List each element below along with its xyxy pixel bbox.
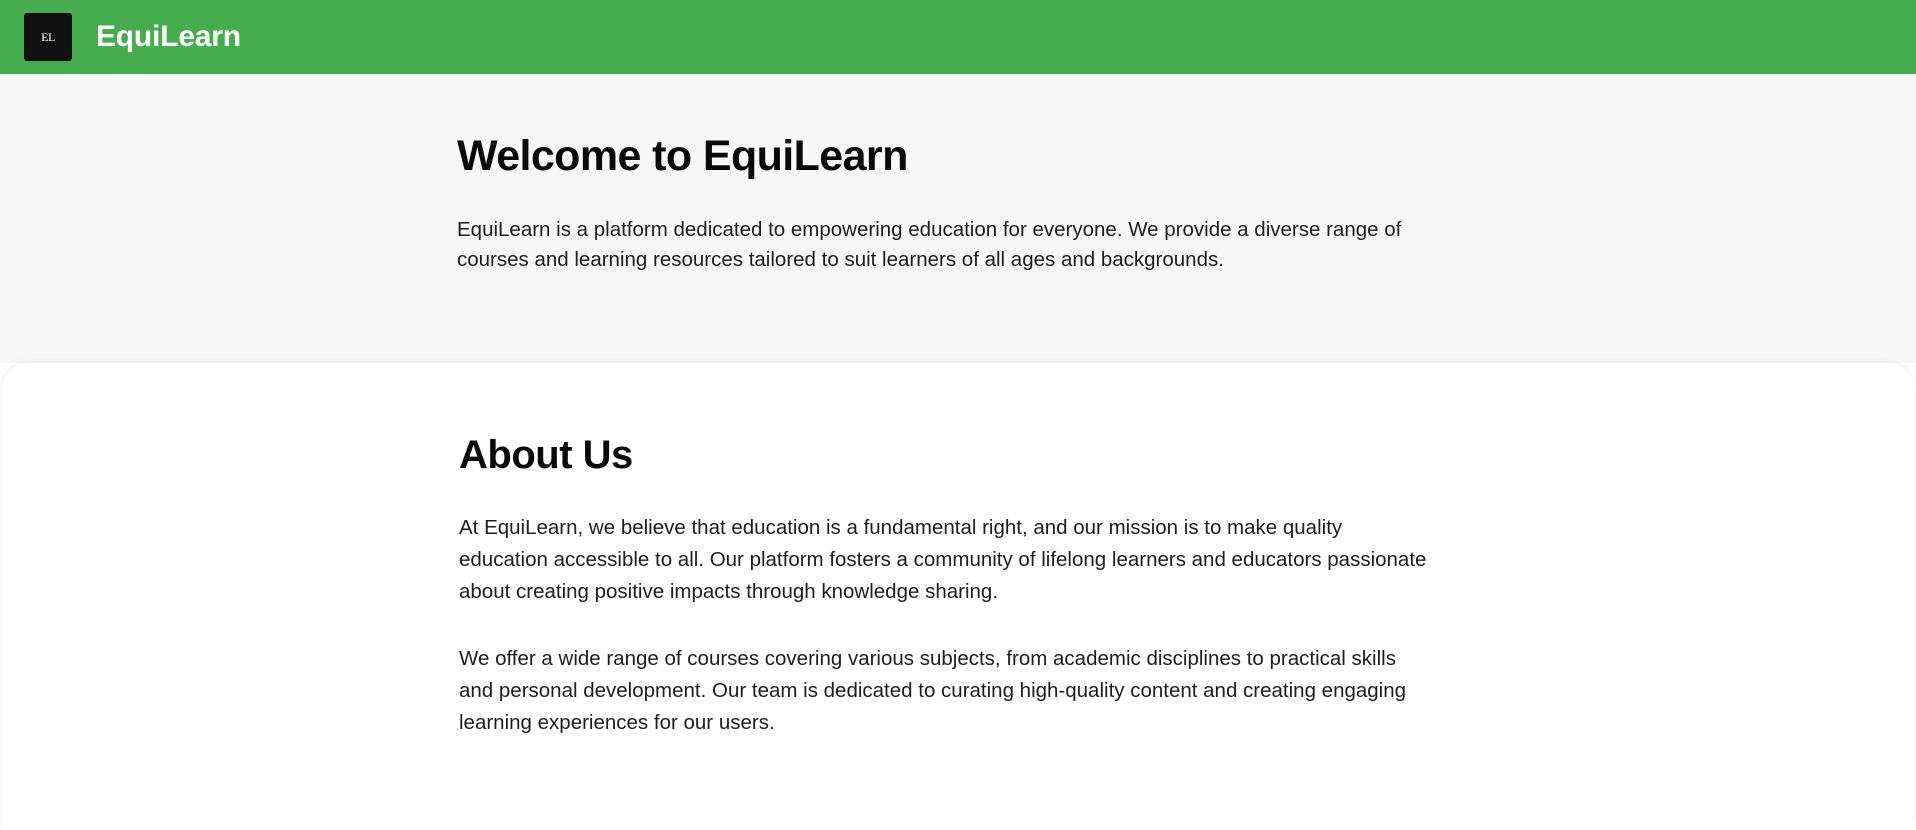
about-section	[2, 363, 1914, 830]
about-paragraph-1: At EquiLearn, we believe that education is a fundamental right, and our mission is to make quality education accessible to all. Our platform fosters a community of lifelong learners and educators passionate about creating positive impacts through knowledge sharing.	[459, 516, 1427, 603]
hero-content	[457, 132, 1467, 275]
logo-glyph: EL	[41, 30, 55, 44]
site-header	[0, 0, 1916, 74]
about-paragraph-2: We offer a wide range of courses covering various subjects, from academic disciplines to practical skills and personal development. Our team is dedicated to curating high-quality content and creating engaging learning experiences for our users.	[459, 647, 1407, 734]
hero-section	[0, 74, 1916, 363]
equilearn-logo-icon[interactable]	[24, 13, 72, 61]
hero-description: EquiLearn is a platform dedicated to empowering education for everyone. We provide a diverse range of courses and learning resources tailored to suit learners of all ages and backgrounds.	[457, 218, 1402, 272]
about-title: About Us	[459, 433, 633, 477]
brand-title[interactable]: EquiLearn	[96, 20, 241, 53]
page-title: Welcome to EquiLearn	[457, 132, 908, 180]
about-content	[459, 433, 1469, 739]
